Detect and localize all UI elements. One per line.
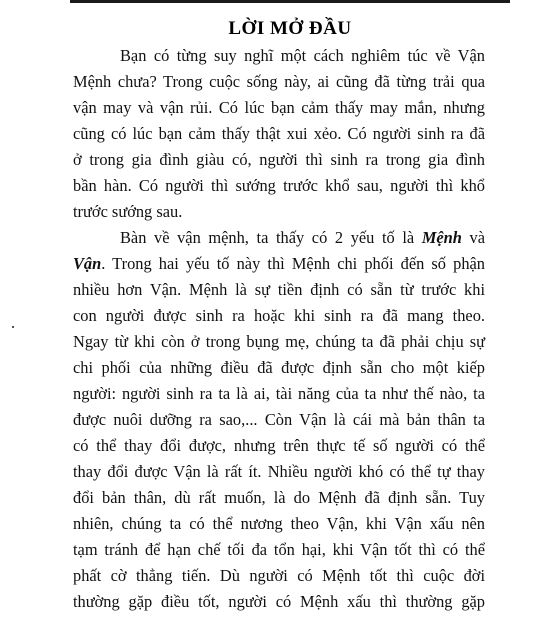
text-line-8-before: Bàn về vận mệnh, ta thấy có 2 yếu tố là xyxy=(120,228,422,247)
text-line-18: đổi bản thân, dù rất muốn, là do Mệnh đã định sẵn. Tuy xyxy=(73,488,485,507)
keyword-menh: Mệnh xyxy=(421,228,462,247)
text-line-20: tạm tránh để hạn chế tối đa tổn hại, khi Vận tốt thì có thể xyxy=(73,540,485,559)
text-line-8-after: và xyxy=(461,228,485,247)
text-line-22: thường gặp điều tốt, người có Mệnh xấu thì thường gặp xyxy=(73,592,485,611)
document-title: LỜI MỞ ĐẦU xyxy=(228,18,352,39)
text-line-14: người: người sinh ra ta là ai, tài năng của ta như thế nào, ta xyxy=(73,384,485,403)
text-line-8 xyxy=(73,225,485,251)
text-line-7: trước sướng sau. xyxy=(73,202,183,221)
text-line-1: Bạn có từng suy nghĩ một cách nghiêm túc về Vận xyxy=(120,46,485,65)
text-line-5: ở trong gia đình giàu có, người thì sinh ra trong gia đình xyxy=(73,150,485,169)
text-line-2: Mệnh chưa? Trong cuộc sống này, ai cũng đã từng trải qua xyxy=(73,72,485,91)
text-line-4: cũng có lúc bạn cảm thấy thật xui xẻo. Có người sinh ra đã xyxy=(73,124,485,143)
text-line-11: con người được sinh ra hoặc khi sinh ra đã mang theo. xyxy=(73,306,485,325)
text-line-6: bần hàn. Có người thì sướng trước khổ sau, người thì khổ xyxy=(73,176,485,195)
text-line-10: nhiều hơn Vận. Mệnh là sự tiền định có sẵn từ trước khi xyxy=(73,280,485,299)
text-line-3: vận may và vận rủi. Có lúc bạn cảm thấy may mắn, nhưng xyxy=(73,98,485,117)
text-line-13: chi phối của những điều đã được định sẵn cho một kiếp xyxy=(73,358,485,377)
top-rule xyxy=(70,0,510,3)
margin-mark xyxy=(12,326,14,328)
text-line-12: Ngay từ khi còn ở trong bụng mẹ, chúng ta đã phải chịu sự xyxy=(73,332,485,351)
text-line-9 xyxy=(73,251,485,277)
keyword-van: Vận xyxy=(73,254,102,273)
text-line-17: thay đổi được Vận là rất ít. Nhiều người khó có thể tự thay xyxy=(73,462,485,481)
text-line-19: nhiên, chúng ta có thể nương theo Vận, khi Vận xấu nên xyxy=(73,514,485,533)
text-line-16: có thể thay đổi được, nhưng trên thực tế số người có thể xyxy=(73,436,485,455)
text-line-15: được nuôi dưỡng ra sao,... Còn Vận là cái mà bản thân ta xyxy=(73,410,485,429)
text-line-21: phất cờ thẳng tiến. Dù người có Mệnh tốt thì cuộc đời xyxy=(73,566,485,585)
text-line-9-after: . Trong hai yếu tố này thì Mệnh chi phối đến số phận xyxy=(101,254,485,273)
